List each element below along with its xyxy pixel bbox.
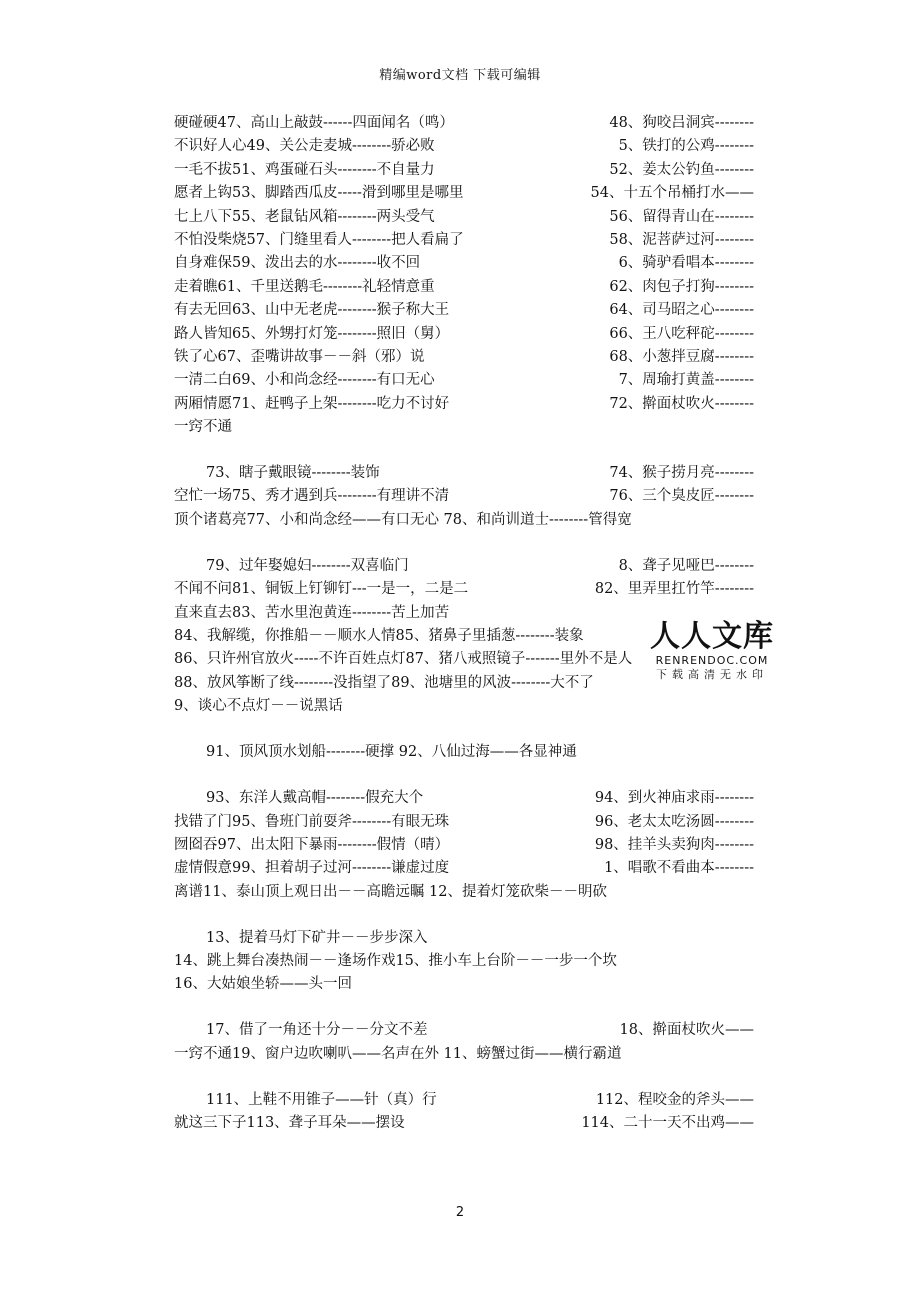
text-line [174,135,754,158]
line-text-right: 96、老太太吃汤圆-------- [594,813,754,830]
line-text-right: 58、泥菩萨过河-------- [609,231,754,248]
paragraph-gap [174,765,754,788]
text-line [174,973,754,996]
line-text-left: 17、借了一角还十分－－分文不差 [206,1022,428,1039]
text-line [174,252,754,275]
line-text-right: 1、唱歌不看曲本-------- [604,860,754,877]
line-text-left: 不识好人心49、关公走麦城--------骄必败 [174,138,435,155]
line-text-left: 走着瞧61、千里送鹅毛--------礼轻情意重 [174,278,435,295]
text-line [174,927,754,950]
line-text-left: 硬碰硬47、高山上敲鼓------四面闻名（鸣） [174,115,454,131]
line-text-right: 74、猴子捞月亮-------- [609,465,754,482]
line-text-right: 94、到火神庙求雨-------- [594,790,754,807]
line-text-right: 52、姜太公钓鱼-------- [609,161,754,178]
watermark-title: 人人文库 [650,619,774,654]
line-text-left: 顶个诸葛亮77、小和尚念经——有口无心 78、和尚训道士--------管得宽 [174,511,632,528]
line-text-left: 囫囵吞97、出太阳下暴雨--------假情（晴） [174,836,450,853]
line-text-right: 5、铁打的公鸡-------- [618,138,754,155]
line-text-left: 16、大姑娘坐轿——头一回 [174,976,352,993]
line-text-left: 9、谈心不点灯－－说黑话 [174,698,343,715]
line-text-left: 直来直去83、苦水里泡黄连--------苦上加苦 [174,604,450,621]
line-text-left: 91、顶风顶水划船--------硬撑 92、八仙过海——各显神通 [206,744,577,761]
line-text-left: 79、过年娶媳妇--------双喜临门 [206,557,409,574]
line-text-right: 72、擀面杖吹火-------- [609,395,754,412]
text-line [174,555,754,578]
text-line [174,276,754,299]
text-line [174,950,754,973]
text-line [174,1019,754,1042]
watermark-url: RENRENDOC.COM [655,654,769,667]
text-line [174,485,754,508]
line-text-right: 82、里弄里扛竹竿-------- [594,581,754,598]
line-text-left: 找错了门95、鲁班门前耍斧--------有眼无珠 [174,813,450,830]
text-line [174,159,754,182]
line-text-right: 64、司马昭之心-------- [609,302,754,319]
line-text-right: 114、二十一天不出鸡—— [581,1115,754,1132]
line-text-left: 空忙一场75、秀才遇到兵--------有理讲不清 [174,488,450,505]
text-line [174,369,754,392]
line-text-left: 离谱11、泰山顶上观日出－－高瞻远瞩 12、提着灯笼砍柴－－明砍 [174,883,608,900]
text-line [174,393,754,416]
line-text-left: 不闻不问81、铜钣上钉铆钉---一是一，二是二 [174,581,469,598]
paragraph-gap [174,904,754,927]
text-line [174,299,754,322]
paragraph-gap [174,997,754,1020]
line-text-right: 54、十五个吊桶打水—— [590,185,754,202]
line-text-left: 一清二白69、小和尚念经--------有口无心 [174,372,435,389]
text-line [174,811,754,834]
line-text-right: 6、骑驴看唱本-------- [618,255,754,272]
line-text-left: 有去无回63、山中无老虎--------猴子称大王 [174,302,450,319]
line-text-right: 68、小葱拌豆腐-------- [609,348,754,365]
line-text-left: 一毛不拔51、鸡蛋碰石头--------不自量力 [174,161,435,178]
line-text-left: 愿者上钩53、脚踏西瓜皮-----滑到哪里是哪里 [174,185,464,202]
text-line [174,578,754,601]
paragraph-gap [174,719,754,742]
text-line [174,509,754,532]
text-line [174,462,754,485]
text-line [174,1089,754,1112]
line-text-left: 84、我解缆，你推船－－顺水人情85、猪鼻子里插葱--------装象 [174,628,584,644]
line-text-left: 111、上鞋不用锥子——针（真）行 [206,1091,437,1108]
page-header: 精编word文档 下载可编辑 [379,68,541,83]
line-text-left: 93、东洋人戴高帽--------假充大个 [206,790,424,807]
text-line [174,787,754,810]
paragraph-gap [174,1066,754,1089]
line-text-left: 14、跳上舞台凑热闹－－逢场作戏15、推小车上台阶－－一步一个坎 [174,953,617,970]
line-text-left: 路人皆知65、外甥打灯笼--------照旧（舅） [174,325,450,342]
text-line [174,416,754,439]
line-text-left: 两厢情愿71、赶鸭子上架--------吃力不讨好 [174,395,450,412]
line-text-left: 就这三下子113、聋子耳朵——摆设 [174,1115,405,1132]
watermark-logo [647,620,777,682]
text-line [174,834,754,857]
text-line [174,112,754,135]
line-text-left: 13、提着马灯下矿井－－步步深入 [206,929,428,946]
line-text-right: 66、王八吃秤砣-------- [609,325,754,342]
paragraph-gap [174,532,754,555]
line-text-left: 不怕没柴烧57、门缝里看人--------把人看扁了 [174,231,464,248]
line-text-left: 73、瞎子戴眼镜--------装饰 [206,465,380,482]
line-text-left: 铁了心67、歪嘴讲故事－－斜（邪）说 [174,348,425,365]
line-text-right: 48、狗咬吕洞宾-------- [609,115,754,131]
line-text-right: 8、聋子见哑巴-------- [618,557,754,574]
line-text-right: 56、留得青山在-------- [609,208,754,225]
text-line [174,206,754,229]
line-text-left: 88、放风筝断了线--------没指望了89、池塘里的风波--------大不了 [174,674,594,691]
text-line [174,229,754,252]
text-line [174,857,754,880]
text-line [174,182,754,205]
line-text-left: 一窍不通 [174,419,232,436]
text-line [174,1112,754,1135]
line-text-left: 自身难保59、泼出去的水--------收不回 [174,255,421,272]
line-text-left: 一窍不通19、窗户边吹喇叭——名声在外 11、螃蟹过街——横行霸道 [174,1045,622,1062]
line-text-right: 7、周瑜打黄盖-------- [618,372,754,389]
text-line [174,881,754,904]
watermark-subtitle: 下载高清无水印 [656,668,768,681]
text-line [174,695,754,718]
line-text-right: 62、肉包子打狗-------- [609,278,754,295]
paragraph-gap [174,439,754,462]
line-text-right: 76、三个臭皮匠-------- [609,488,754,505]
line-text-left: 七上八下55、老鼠钻风箱--------两头受气 [174,208,435,225]
line-text-right: 112、程咬金的斧头—— [595,1091,754,1108]
text-line [174,323,754,346]
line-text-left: 虚情假意99、担着胡子过河--------谦虚过度 [174,860,450,877]
text-line [174,346,754,369]
page-number: 2 [455,1205,465,1220]
line-text-left: 86、只许州官放火-----不许百姓点灯87、猪八戒照镜子-------里外不是人 [174,651,633,668]
text-line [174,741,754,764]
text-line [174,1043,754,1066]
line-text-right: 18、擀面杖吹火—— [619,1022,754,1039]
line-text-right: 98、挂羊头卖狗肉-------- [594,836,754,853]
